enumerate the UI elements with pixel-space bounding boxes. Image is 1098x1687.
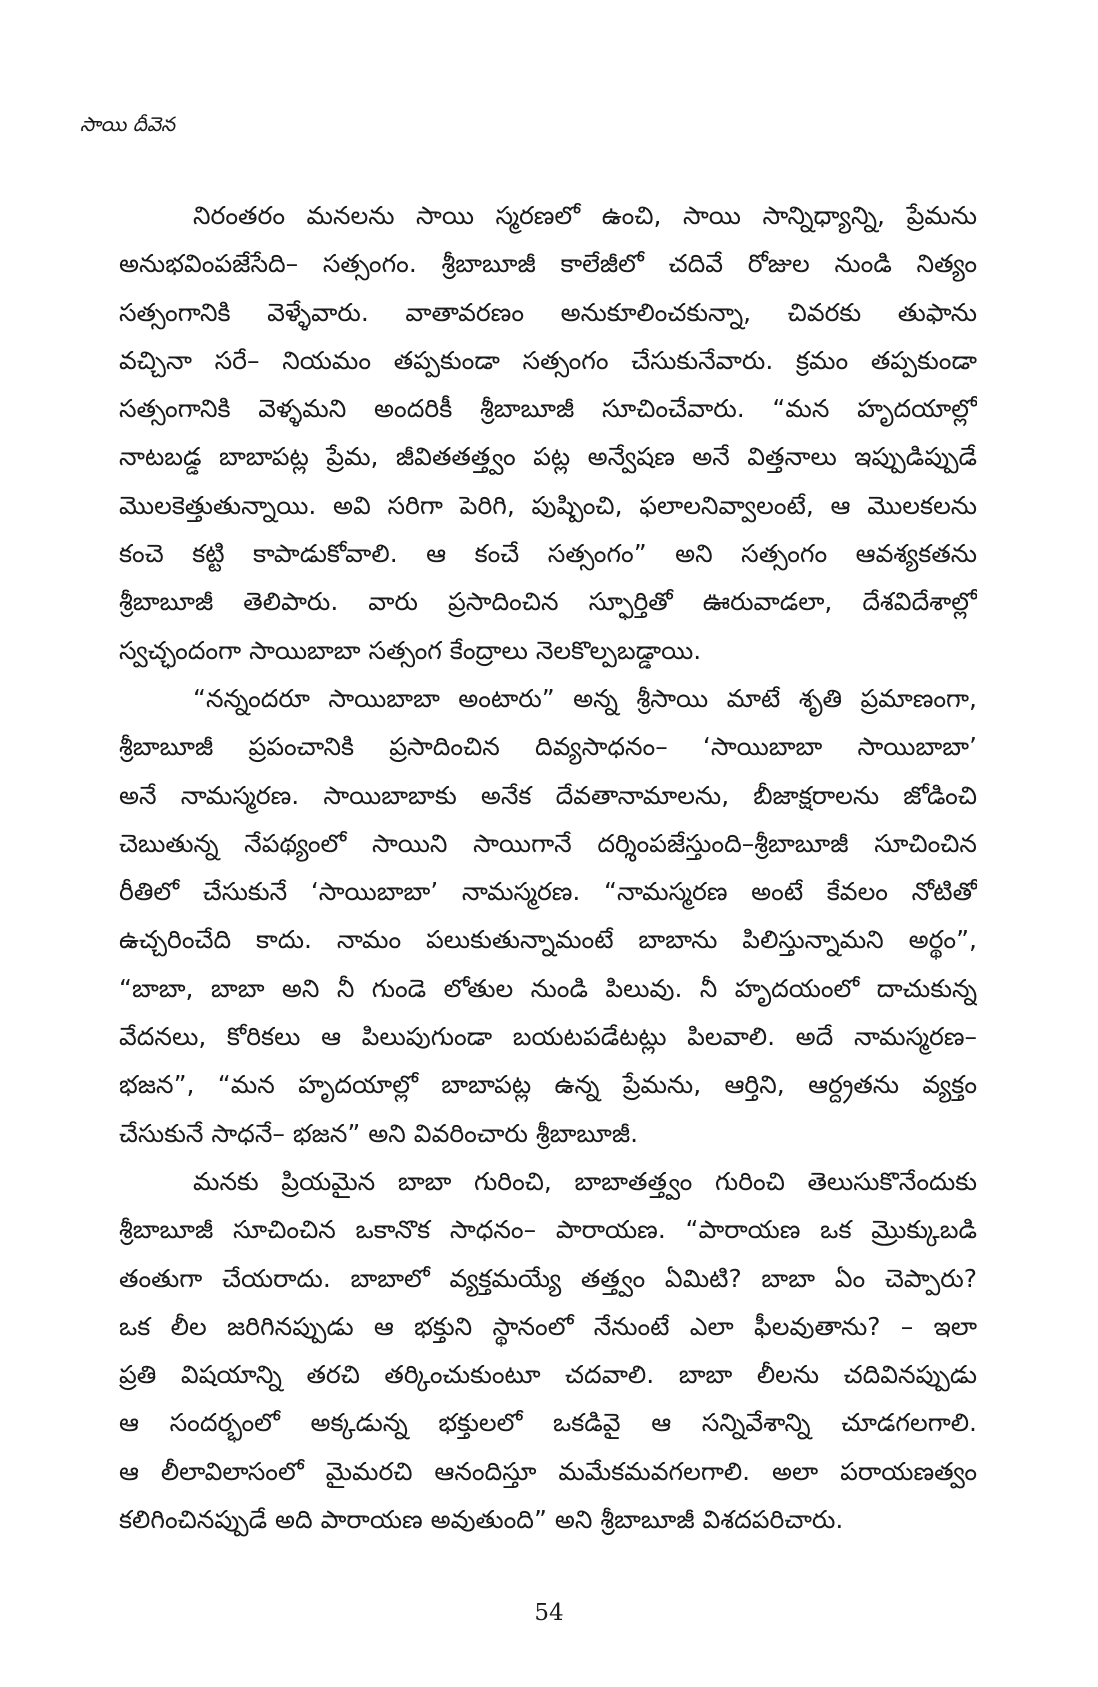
text-line: చెబుతున్న నేపథ్యంలో సాయిని సాయిగానే దర్శింపజేస్తుంది–శ్రీబాబూజీ సూచించిన	[119, 828, 977, 858]
text-line: భజన”, “మన హృదయాల్లో బాబాపట్ల ఉన్న ప్రేమను, ఆర్తిని, ఆర్ద్రతను వ్యక్తం	[119, 1070, 977, 1100]
text-line: ఆ సందర్భంలో అక్కడున్న భక్తులలో ఒకడివై ఆ సన్నివేశాన్ని చూడగలగాలి.	[119, 1408, 977, 1438]
paragraph-1	[119, 192, 977, 675]
text-line: వేదనలు, కోరికలు ఆ పిలుపుగుండా బయటపడేటట్లు పిలవాలి. అదే నామస్మరణ–	[119, 1022, 977, 1052]
text-line: చేసుకునే సాధనే– భజన” అని వివరించారు శ్రీబాబూజీ.	[119, 1118, 639, 1148]
page-number: 54	[534, 1600, 564, 1626]
text-line: కంచె కట్టి కాపాడుకోవాలి. ఆ కంచే సత్సంగం” అని సత్సంగం ఆవశ్యకతను	[119, 539, 977, 569]
text-line: ఉచ్చరించేది కాదు. నామం పలుకుతున్నామంటే బాబాను పిలిస్తున్నామని అర్థం”,	[119, 925, 977, 955]
text-line: అనుభవింపజేసేది– సత్సంగం. శ్రీబాబూజీ కాలేజీలో చదివే రోజుల నుండి నిత్యం	[119, 249, 977, 279]
text-line: రీతిలో చేసుకునే ‘సాయిబాబా’ నామస్మరణ. “నామస్మరణ అంటే కేవలం నోటితో	[119, 877, 977, 907]
running-header: సాయి దీవెన	[80, 112, 176, 136]
text-line: వచ్చినా సరే– నియమం తప్పకుండా సత్సంగం చేసుకునేవారు. క్రమం తప్పకుండా	[119, 345, 977, 375]
text-line: శ్రీబాబూజీ సూచించిన ఒకానొక సాధనం– పారాయణ. “పారాయణ ఒక మ్రొక్కుబడి	[119, 1215, 977, 1245]
body-text	[119, 192, 977, 1544]
text-line: “బాబా, బాబా అని నీ గుండె లోతుల నుండి పిలువు. నీ హృదయంలో దాచుకున్న	[119, 973, 977, 1003]
text-line: శ్రీబాబూజీ తెలిపారు. వారు ప్రసాదించిన స్ఫూర్తితో ఊరువాడలా, దేశవిదేశాల్లో	[119, 587, 977, 617]
text-line: నాటబడ్డ బాబాపట్ల ప్రేమ, జీవితతత్త్వం పట్ల అన్వేషణ అనే విత్తనాలు ఇప్పుడిప్పుడే	[119, 442, 977, 472]
text-line: కలిగించినప్పుడే అది పారాయణ అవుతుంది” అని శ్రీబాబూజీ విశదపరిచారు.	[119, 1505, 844, 1535]
text-line: శ్రీబాబూజీ ప్రపంచానికి ప్రసాదించిన దివ్యసాధనం– ‘సాయిబాబా సాయిబాబా’	[119, 732, 977, 762]
text-line: అనే నామస్మరణ. సాయిబాబాకు అనేక దేవతానామాలను, బీజాక్షరాలను జోడించి	[119, 780, 977, 810]
text-line: సత్సంగానికి వెళ్ళేవారు. వాతావరణం అనుకూలించకున్నా, చివరకు తుఫాను	[119, 297, 977, 327]
text-line: మొలకెత్తుతున్నాయి. అవి సరిగా పెరిగి, పుష్పించి, ఫలాలనివ్వాలంటే, ఆ మొలకలను	[119, 490, 977, 520]
text-line: ఒక లీల జరిగినప్పుడు ఆ భక్తుని స్థానంలో నేనుంటే ఎలా ఫీలవుతాను? – ఇలా	[119, 1311, 977, 1341]
text-line: తంతుగా చేయరాదు. బాబాలో వ్యక్తమయ్యే తత్త్వం ఏమిటి? బాబా ఏం చెప్పారు?	[119, 1263, 977, 1293]
text-line: ఆ లీలావిలాసంలో మైమరచి ఆనందిస్తూ మమేకమవగలగాలి. అలా పరాయణత్వం	[119, 1456, 977, 1486]
paragraph-2	[119, 675, 977, 1158]
text-line: ప్రతి విషయాన్ని తరచి తర్కించుకుంటూ చదవాలి. బాబా లీలను చదివినప్పుడు	[119, 1360, 977, 1390]
text-line: స్వచ్ఛందంగా సాయిబాబా సత్సంగ కేంద్రాలు నెలకొల్పబడ్డాయి.	[119, 635, 702, 665]
text-line: మనకు ప్రియమైన బాబా గురించి, బాబాతత్త్వం గురించి తెలుసుకొనేందుకు	[193, 1166, 977, 1196]
text-line: నిరంతరం మనలను సాయి స్మరణలో ఉంచి, సాయి సాన్నిధ్యాన్ని, ప్రేమను	[193, 201, 977, 230]
text-line: “నన్నందరూ సాయిబాబా అంటారు” అన్న శ్రీసాయి మాటే శృతి ప్రమాణంగా,	[193, 683, 977, 713]
paragraph-3	[119, 1158, 977, 1544]
text-line: సత్సంగానికి వెళ్ళమని అందరికీ శ్రీబాబూజీ సూచించేవారు. “మన హృదయాల్లో	[119, 394, 977, 424]
